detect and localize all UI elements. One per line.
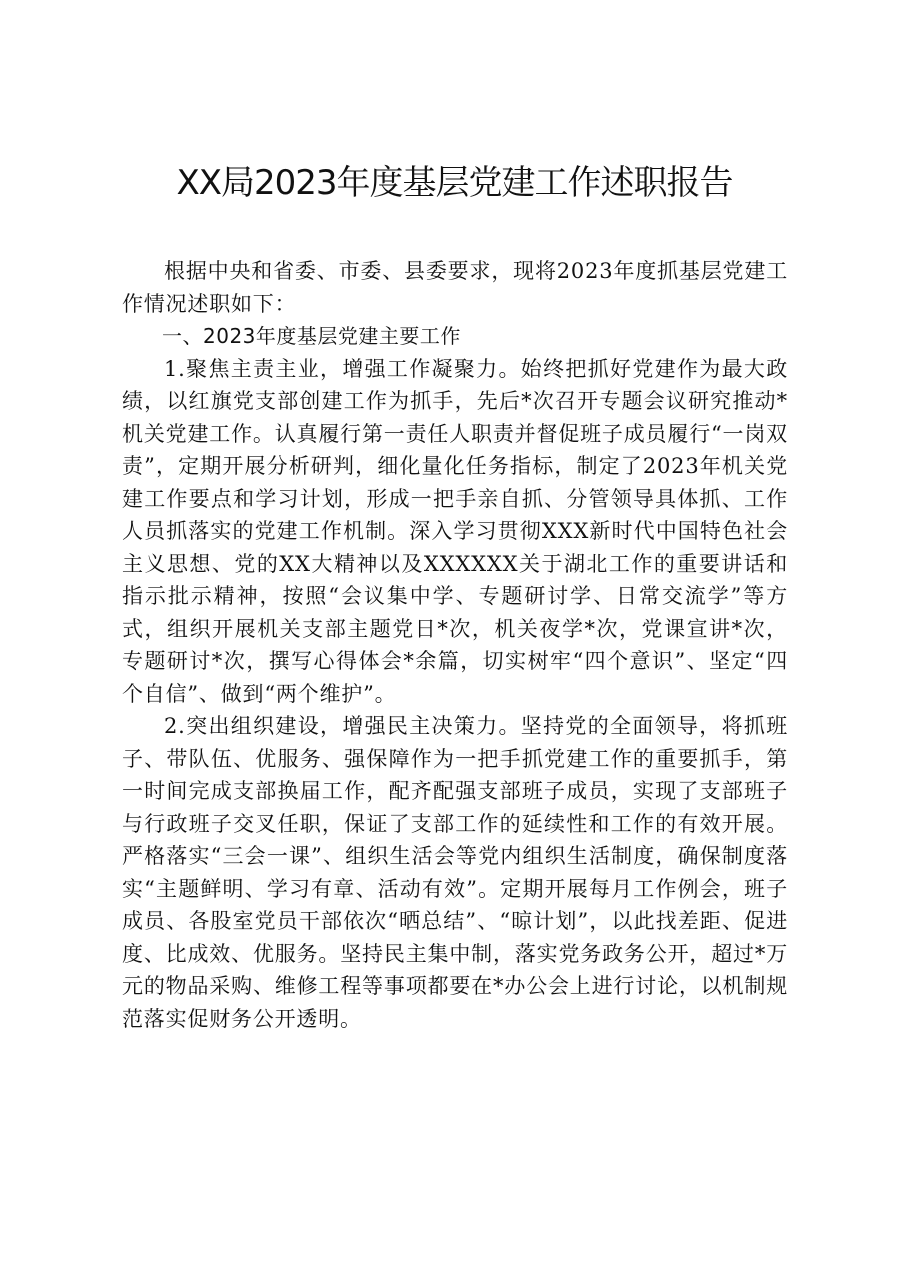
- body-paragraph-2: 2.突出组织建设，增强民主决策力。坚持党的全面领导，将抓班子、带队伍、优服务、强保障作为一把手抓党建工作的重要抓手，第一时间完成支部换届工作，配齐配强支部班子成员，实现了支部班子与行政班子交叉任职，保证了支部工作的延续性和工作的有效开展。严格落实“三会一课”、组织生活会等党内组织生活制度，确保制度落实“主题鲜明、学习有章、活动有效”。定期开展每月工作例会，班子成员、各股室党员干部依次“晒总结”、“晾计划”，以此找差距、促进度、比成效、优服务。坚持民主集中制，落实党务政务公开，超过*万元的物品采购、维修工程等事项都要在*办公会上进行讨论，以机制规范落实促财务公开透明。: [122, 714, 788, 1031]
- document-body: [122, 255, 788, 1035]
- document-title: XX局2023年度基层党建工作述职报告: [176, 163, 733, 203]
- section-heading: 一、2023年度基层党建主要工作: [162, 324, 461, 348]
- body-paragraph-1: 1.聚焦主责主业，增强工作凝聚力。始终把抓好党建作为最大政绩，以红旗党支部创建工作为抓手，先后*次召开专题会议研究推动*机关党建工作。认真履行第一责任人职责并督促班子成员履行“一岗双责”，定期开展分析研判，细化量化任务指标，制定了2023年机关党建工作要点和学习计划，形成一把手亲自抓、分管领导具体抓、工作人员抓落实的党建工作机制。深入学习贯彻XXX新时代中国特色社会主义思想、党的XX大精神以及XXXXXX关于湖北工作的重要讲话和指示批示精神，按照“会议集中学、专题研讨学、日常交流学”等方式，组织开展机关支部主题党日*次，机关夜学*次，党课宣讲*次，专题研讨*次，撰写心得体会*余篇，切实树牢“四个意识”、坚定“四个自信”、做到“两个维护”。: [122, 356, 788, 706]
- intro-paragraph: 根据中央和省委、市委、县委要求，现将2023年度抓基层党建工作情况述职如下：: [122, 259, 788, 316]
